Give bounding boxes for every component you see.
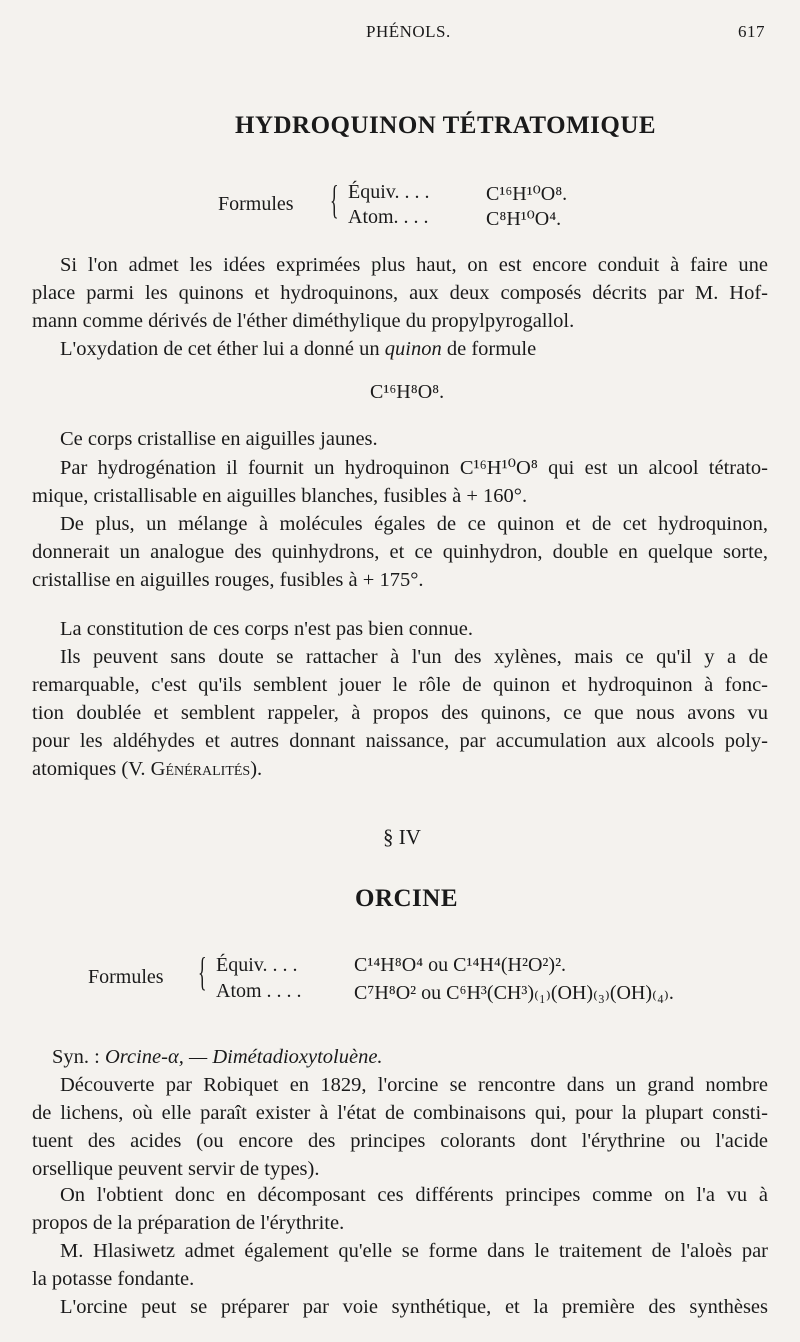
atom-formula: C⁷H⁸O² ou C⁶H³(CH³)₍₁₎(OH)₍₃₎(OH)₍₄₎. [354,982,674,1004]
paragraph [32,643,768,783]
atom-formula: C⁸H¹⁰O⁴. [486,208,562,230]
atom-label: Atom. . . . [348,206,429,228]
synonyms-line [32,1043,768,1071]
atom-label: Atom . . . . [216,980,302,1002]
text-span: ). [250,758,263,780]
text-line: propos de la préparation de l'érythrite. [32,1212,345,1234]
section-title-orcine: ORCINE [355,885,459,912]
brace-symbol: { [198,949,207,994]
section-title-hydroquinon: HYDROQUINON TÉTRATOMIQUE [235,112,657,139]
brace-symbol: { [330,177,339,222]
text-line: Si l'on admet les idées exprimées plus haut, on est encore conduit à faire une [60,254,768,276]
syn-label: Syn. : [52,1046,105,1068]
paragraph [32,1071,768,1183]
text-line: pour les aldéhydes et autres donnant naissance, par accumulation aux alcools poly- [32,730,768,752]
paragraph [32,510,768,594]
text-span: de formule [441,338,537,360]
text-line: M. Hlasiwetz admet également qu'elle se forme dans le traitement de l'aloès par [60,1240,768,1262]
text-line: Découverte par Robiquet en 1829, l'orcine se rencontre dans un grand nombre [60,1074,768,1096]
paragraph [32,454,768,510]
text-line: tuent des acides (ou encore des principes colorants dont l'érythrine ou l'acide [32,1130,768,1152]
text-line: Par hydrogénation il fournit un hydroquinon C¹⁶H¹⁰O⁸ qui est un alcool tétrato- [60,457,768,479]
text-span: atomiques (V. [32,758,151,780]
paragraph [32,1181,768,1237]
page-number: 617 [738,22,765,41]
emphasis-quinon: quinon [384,338,442,360]
paragraph [32,425,768,453]
text-line: la potasse fondante. [32,1268,195,1290]
paragraph [32,251,768,335]
equiv-label: Équiv. . . . [348,181,430,203]
text-line: remarquable, c'est qu'ils semblent jouer le rôle de quinon et hydroquinon à fonc- [32,674,768,696]
paragraph [32,615,768,643]
formulas-label: Formules [88,966,164,988]
text-line: donnerait un analogue des quinhydrons, et ce quinhydron, double en quelque sorte, [32,541,768,563]
text-line: cristallise en aiguilles rouges, fusibles à + 175°. [32,569,424,591]
paragraph [32,335,768,363]
text-line: La constitution de ces corps n'est pas bien connue. [60,618,474,640]
text-line: L'orcine peut se préparer par voie synthétique, et la première des synthèses [60,1296,768,1318]
text-line: Ce corps cristallise en aiguilles jaunes. [60,428,378,450]
equiv-formula: C¹⁶H¹⁰O⁸. [486,183,568,205]
quinon-formula: C¹⁶H⁸O⁸. [370,381,445,403]
text-line: Ils peuvent sans doute se rattacher à l'un des xylènes, mais ce qu'il y a de [60,646,768,668]
equiv-label: Équiv. . . . [216,954,298,976]
text-line: tion doublée et semblent rappeler, à propos des quinons, ce que nous avons vu [32,702,768,724]
text-line: mann comme dérivés de l'éther diméthylique du propylpyrogallol. [32,310,575,332]
text-line: On l'obtient donc en décomposant ces différents principes comme on l'a vu à [60,1184,768,1206]
equiv-formula: C¹⁴H⁸O⁴ ou C¹⁴H⁴(H²O²)². [354,954,567,976]
text-line: place parmi les quinons et hydroquinons, aux deux composés décrits par M. Hof- [32,282,768,304]
text-span: L'oxydation de cet éther lui a donné un [60,338,385,360]
formulas-label: Formules [218,193,294,215]
running-title: PHÉNOLS. [366,22,451,41]
generalites-reference: Généralités [150,758,251,780]
paragraph [32,1237,768,1293]
section-number: § IV [383,825,421,849]
text-line: mique, cristallisable en aiguilles blanches, fusibles à + 160°. [32,485,528,507]
paragraph [32,1293,768,1321]
text-line: de lichens, où elle paraît exister à l'état de combinaisons qui, pour la plupart consti- [32,1102,768,1124]
syn-items: Orcine-α, — Dimétadioxytoluène. [104,1046,383,1068]
text-line: De plus, un mélange à molécules égales de ce quinon et de cet hydroquinon, [60,513,768,535]
text-line: orsellique peuvent servir de types). [32,1158,320,1180]
